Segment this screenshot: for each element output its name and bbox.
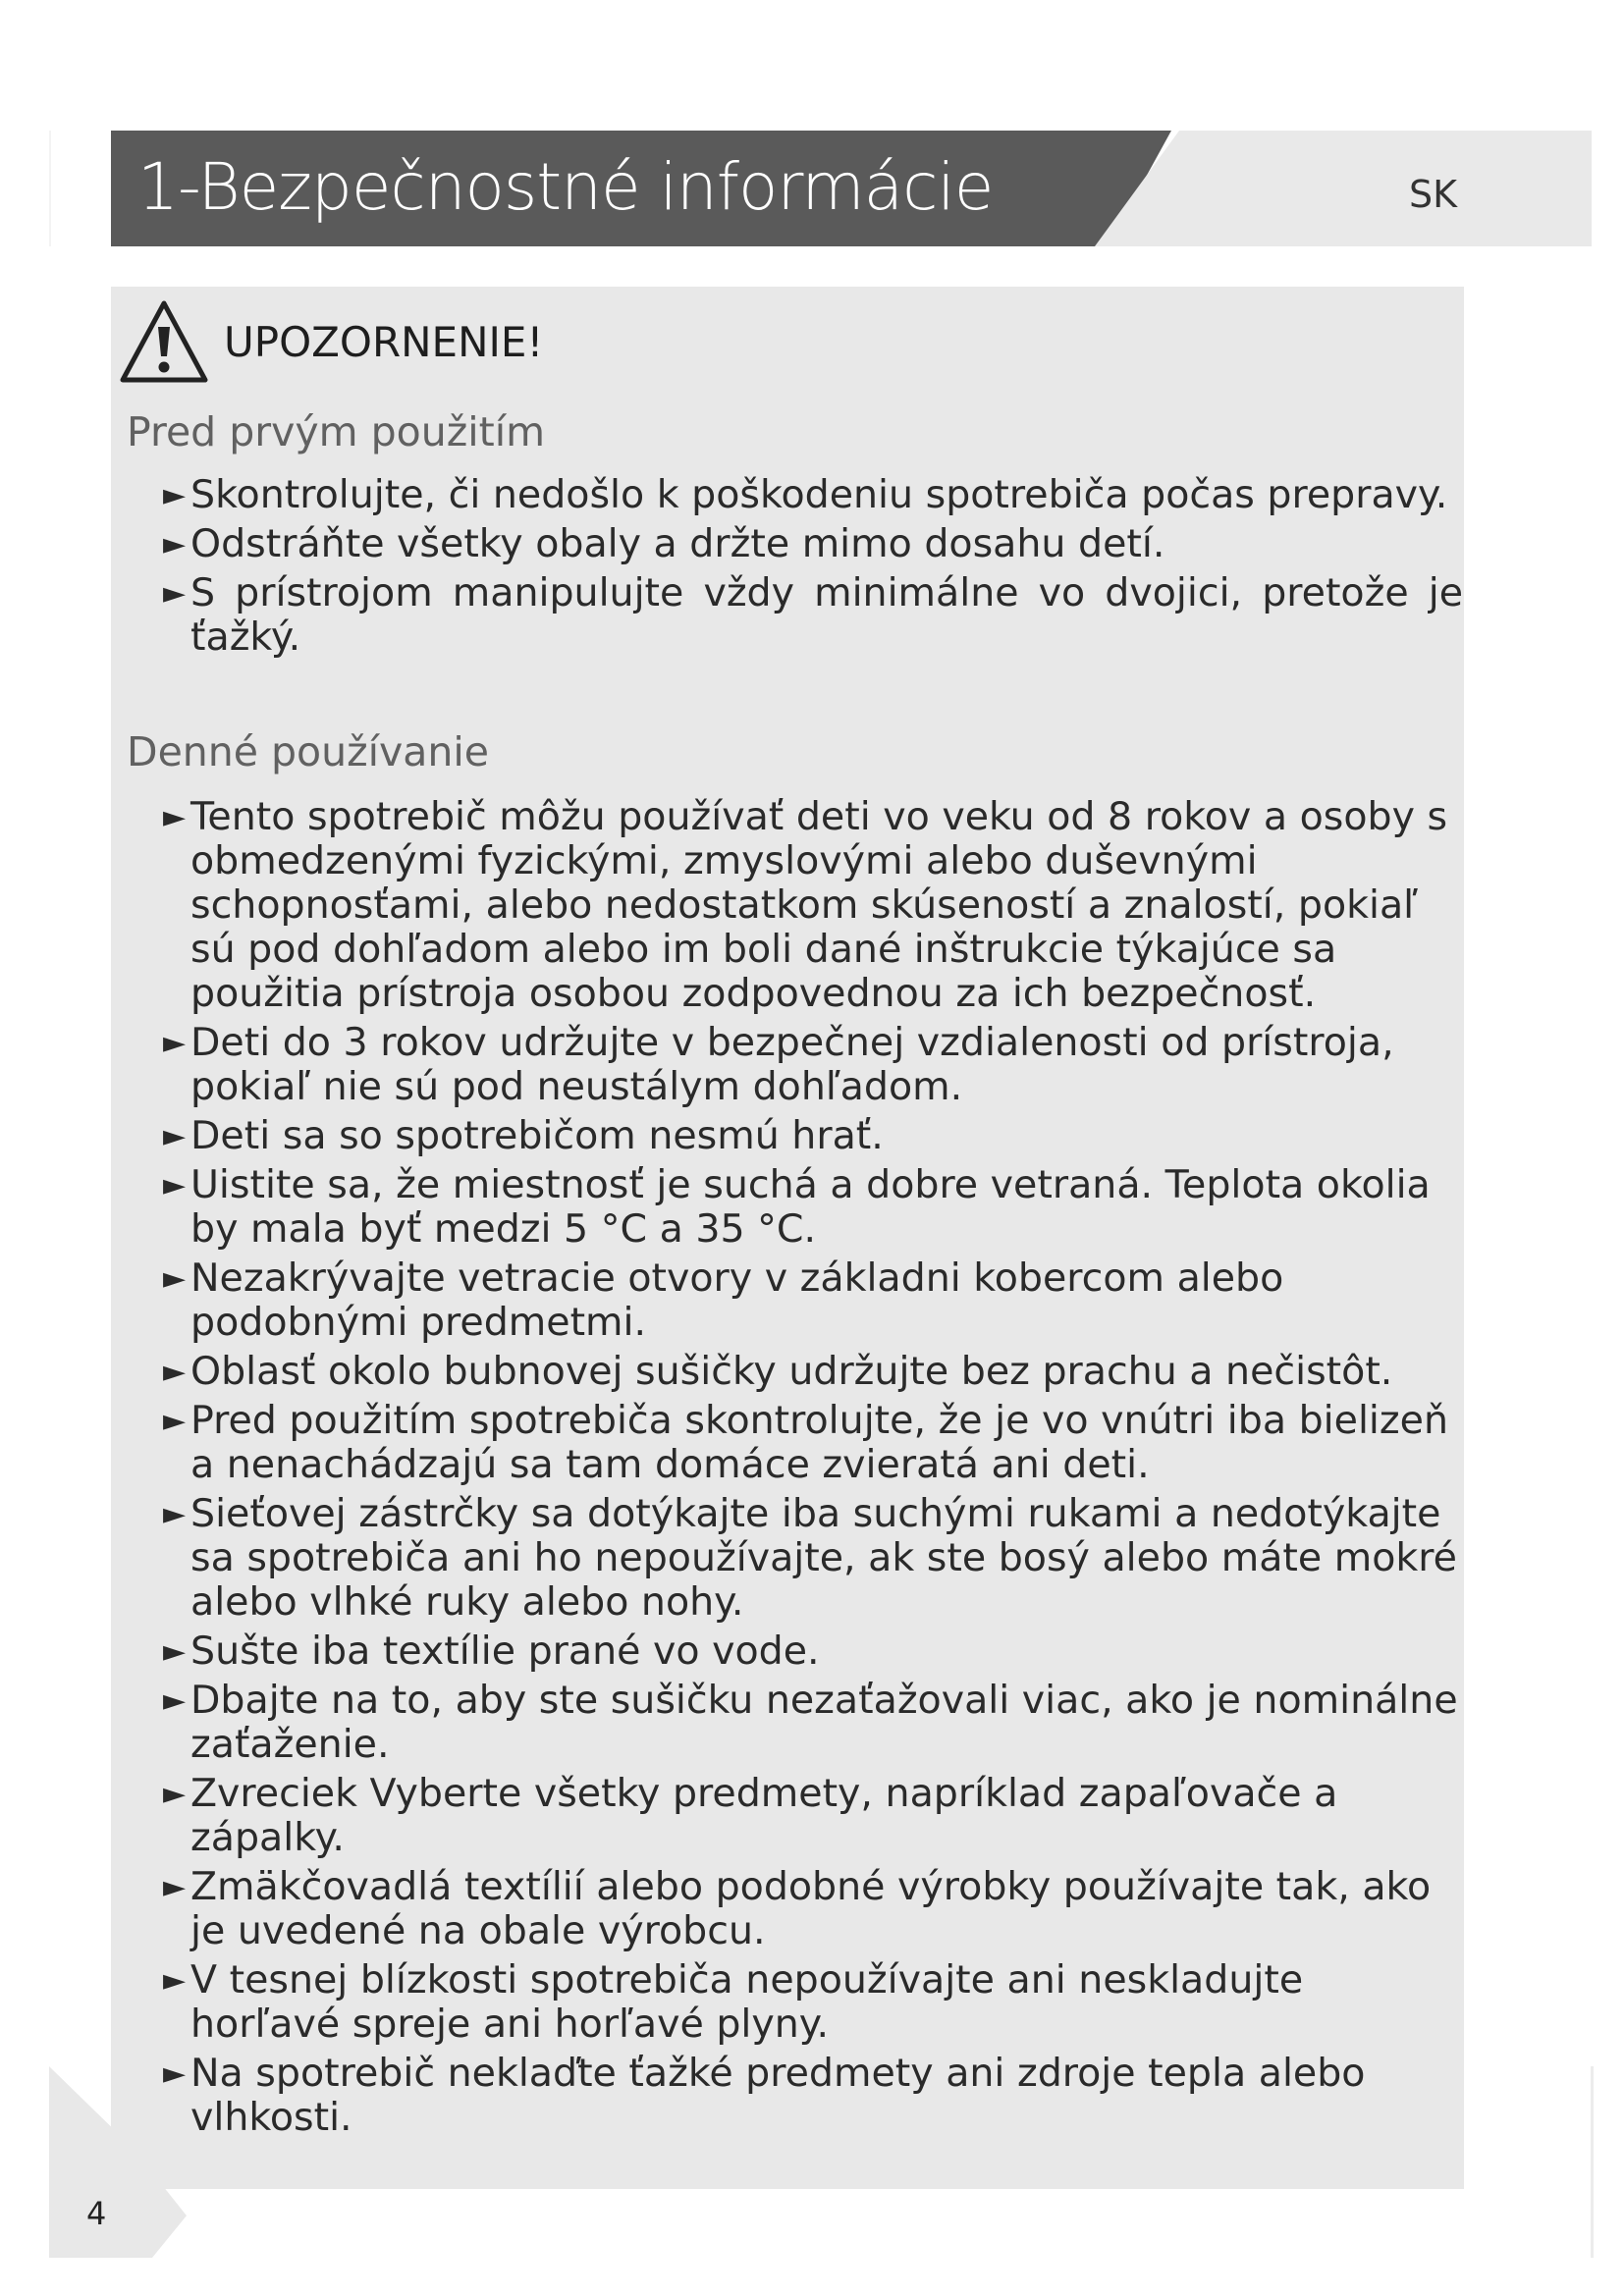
list-item: ► Zmäkčovadlá textílií alebo podobné výrobky používajte tak, ako je uvedené na obale výrobcu. [163, 1864, 1432, 1953]
list-item: ► Pred použitím spotrebiča skontrolujte, že je vo vnútri iba bielizeň a nenachádzajú sa tam domáce zvieratá ani deti. [163, 1398, 1448, 1487]
bullet-arrow-icon: ► [163, 1026, 187, 1060]
list-item: ► Uistite sa, že miestnosť je suchá a dobre vetraná. Teplota okolia by mala byť medzi 5 °C a 35 °C. [163, 1162, 1431, 1252]
bullet-arrow-icon: ► [163, 1870, 187, 1904]
bullet-arrow-icon: ► [163, 800, 187, 834]
page-number: 4 [86, 2195, 107, 2232]
warning-label: UPOZORNENIE! [224, 317, 544, 366]
bullet-arrow-icon: ► [163, 1963, 187, 1998]
bullet-arrow-icon: ► [163, 1634, 187, 1669]
bullet-arrow-icon: ► [163, 2056, 187, 2091]
bullet-arrow-icon: ► [163, 478, 187, 512]
list-item: ► V tesnej blízkosti spotrebiča nepoužívajte ani neskladujte horľavé spreje ani horľavé plyny. [163, 1957, 1304, 2047]
section-title-before-first-use: Pred prvým použitím [127, 408, 546, 455]
bullet-arrow-icon: ► [163, 1261, 187, 1296]
list-item: ► Dbajte na to, aby ste sušičku nezaťažovali viac, ako je nominálne zaťaženie. [163, 1678, 1458, 1767]
list-before-first-use [163, 473, 1463, 665]
bullet-arrow-icon: ► [163, 1683, 187, 1718]
list-item: ► Zvreciek Vyberte všetky predmety, napríklad zapaľovače a zápalky. [163, 1771, 1338, 1860]
bullet-arrow-icon: ► [163, 1404, 187, 1438]
page-title: 1-Bezpečnostné informácie [137, 149, 994, 225]
bullet-arrow-icon: ► [163, 1355, 187, 1389]
list-item: ► Deti sa so spotrebičom nesmú hrať. [163, 1113, 884, 1158]
section-title-daily-use: Denné používanie [127, 728, 490, 775]
list-item: ► Odstráňte všetky obaly a držte mimo dosahu detí. [163, 521, 1165, 566]
list-item: ► Tento spotrebič môžu používať deti vo veku od 8 rokov a osoby s obmedzenými fyzickými, zmyslovými alebo duševnými schopnosťami, alebo nedostatkom skúseností a znalostí, pokiaľ sú pod dohľadom alebo im boli dané inštrukcie týkajúce sa použitia prístroja osobou zodpovednou za ich bezpečnosť. [163, 794, 1448, 1016]
warning-triangle-icon [118, 297, 210, 386]
right-margin-rule [1591, 2066, 1594, 2258]
warning-heading [118, 296, 543, 387]
bullet-arrow-icon: ► [163, 527, 187, 561]
language-code: SK [1409, 173, 1458, 216]
list-item: ► Sieťovej zástrčky sa dotýkajte iba suchými rukami a nedotýkajte sa spotrebiča ani ho nepoužívajte, ak ste bosý alebo máte mokré alebo vlhké ruky alebo nohy. [163, 1491, 1457, 1625]
language-band [1095, 131, 1592, 246]
list-item: ► Sušte iba textílie prané vo vode. [163, 1629, 820, 1674]
list-item: ► S prístrojom manipulujte vždy minimálne vo dvojici, pretože je ťažký. [163, 570, 1463, 660]
bullet-arrow-icon: ► [163, 1497, 187, 1531]
bullet-arrow-icon: ► [163, 576, 187, 611]
list-item: ► Skontrolujte, či nedošlo k poškodeniu spotrebiča počas prepravy. [163, 472, 1448, 517]
list-item: ► Deti do 3 rokov udržujte v bezpečnej vzdialenosti od prístroja, pokiaľ nie sú pod neustálym dohľadom. [163, 1020, 1394, 1109]
list-item: ► Nezakrývajte vetracie otvory v základni kobercom alebo podobnými predmetmi. [163, 1255, 1284, 1345]
bullet-arrow-icon: ► [163, 1168, 187, 1202]
list-item: ► Oblasť okolo bubnovej sušičky udržujte bez prachu a nečistôt. [163, 1349, 1393, 1394]
bullet-arrow-icon: ► [163, 1777, 187, 1811]
left-margin-rule [49, 131, 51, 246]
list-item: ► Na spotrebič neklaďte ťažké predmety ani zdroje tepla alebo vlhkosti. [163, 2051, 1366, 2140]
bullet-arrow-icon: ► [163, 1119, 187, 1153]
list-daily-use [163, 795, 1463, 2145]
